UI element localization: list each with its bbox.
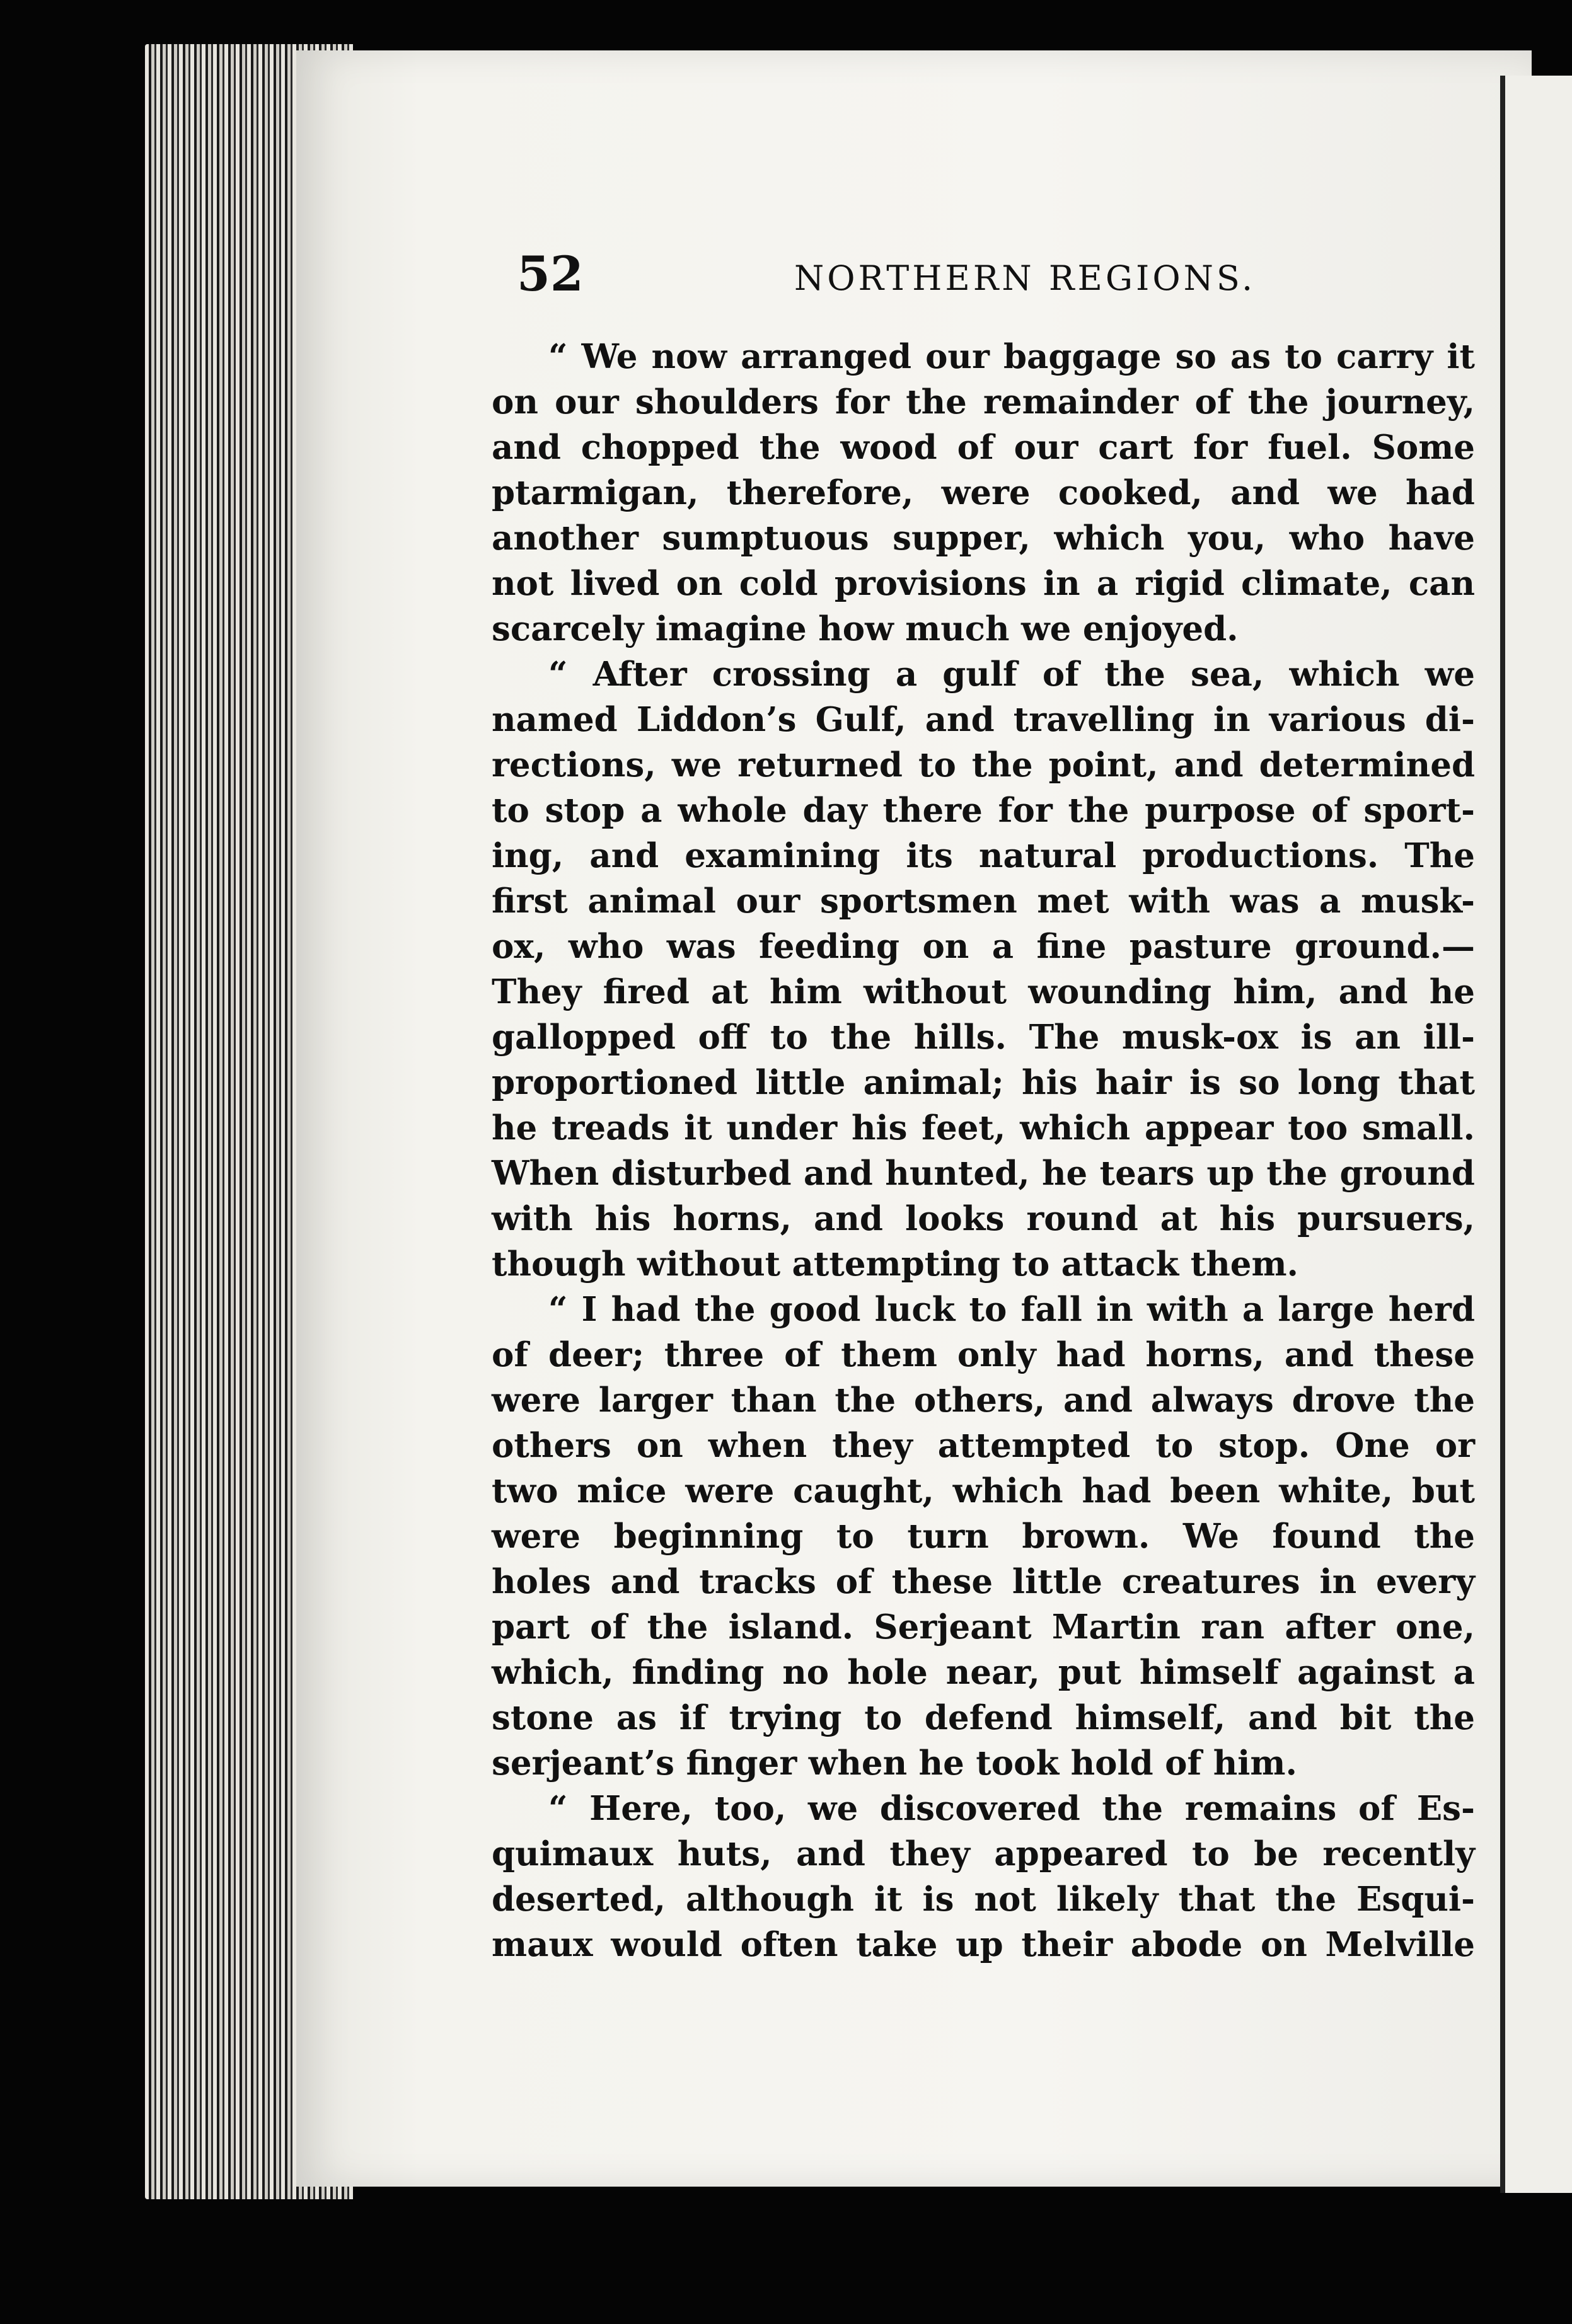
text-line: scarcely imagine how much we enjoyed. bbox=[492, 609, 1239, 648]
text-line: ing, and examining its natural productions. The bbox=[492, 836, 1475, 875]
text-line: ox, who was feeding on a fine pasture ground.— bbox=[492, 927, 1475, 966]
text-line: on our shoulders for the remainder of the journey, bbox=[492, 383, 1475, 422]
text-line: though without attempting to attack them. bbox=[492, 1245, 1298, 1284]
text-line: were beginning to turn brown. We found the bbox=[492, 1517, 1475, 1556]
text-line: with his horns, and looks round at his pursuers, bbox=[492, 1199, 1475, 1238]
text-line: to stop a whole day there for the purpose of sport- bbox=[492, 791, 1475, 830]
text-line: of deer; three of them only had horns, and these bbox=[492, 1335, 1475, 1374]
text-line: he treads it under his feet, which appear too small. bbox=[492, 1108, 1475, 1148]
text-line: “ After crossing a gulf of the sea, which we bbox=[548, 655, 1475, 694]
body-text bbox=[492, 334, 1475, 1967]
text-line: others on when they attempted to stop. One or bbox=[492, 1426, 1475, 1465]
text-line: “ We now arranged our baggage so as to carry it bbox=[548, 337, 1475, 376]
text-line: “ I had the good luck to fall in with a large herd bbox=[548, 1290, 1475, 1329]
text-line: “ Here, too, we discovered the remains of Es- bbox=[548, 1789, 1475, 1828]
text-line: another sumptuous supper, which you, who have bbox=[492, 519, 1475, 558]
page-number: 52 bbox=[517, 246, 584, 302]
running-head: NORTHERN REGIONS. bbox=[794, 258, 1256, 298]
text-line: maux would often take up their abode on Melville bbox=[492, 1925, 1475, 1964]
text-line: quimaux huts, and they appeared to be recently bbox=[492, 1834, 1475, 1873]
text-line: proportioned little animal; his hair is so long that bbox=[492, 1063, 1475, 1102]
text-line: gallopped off to the hills. The musk-ox is an ill- bbox=[492, 1018, 1475, 1057]
text-line: stone as if trying to defend himself, and bit the bbox=[492, 1698, 1475, 1737]
text-line: holes and tracks of these little creatures in every bbox=[492, 1562, 1475, 1601]
text-line: named Liddon’s Gulf, and travelling in various di- bbox=[492, 700, 1475, 739]
text-line: They fired at him without wounding him, and he bbox=[492, 972, 1475, 1011]
text-line: deserted, although it is not likely that the Esqui- bbox=[492, 1880, 1475, 1919]
text-line: two mice were caught, which had been white, but bbox=[492, 1471, 1475, 1510]
text-line: rections, we returned to the point, and determined bbox=[492, 745, 1475, 785]
text-line: and chopped the wood of our cart for fuel. Some bbox=[492, 428, 1475, 467]
text-line: ptarmigan, therefore, were cooked, and we had bbox=[492, 473, 1475, 512]
text-line: which, finding no hole near, put himself against a bbox=[492, 1653, 1475, 1692]
text-line: not lived on cold provisions in a rigid climate, can bbox=[492, 564, 1475, 603]
book-gutter bbox=[1500, 76, 1572, 2193]
text-line: serjeant’s finger when he took hold of him. bbox=[492, 1744, 1297, 1783]
text-line: When disturbed and hunted, he tears up the ground bbox=[492, 1154, 1475, 1193]
text-line: part of the island. Serjeant Martin ran after one, bbox=[492, 1608, 1475, 1647]
text-line: first animal our sportsmen met with was a musk- bbox=[492, 882, 1475, 921]
page-header bbox=[517, 246, 1462, 321]
text-line: were larger than the others, and always drove the bbox=[492, 1381, 1475, 1420]
